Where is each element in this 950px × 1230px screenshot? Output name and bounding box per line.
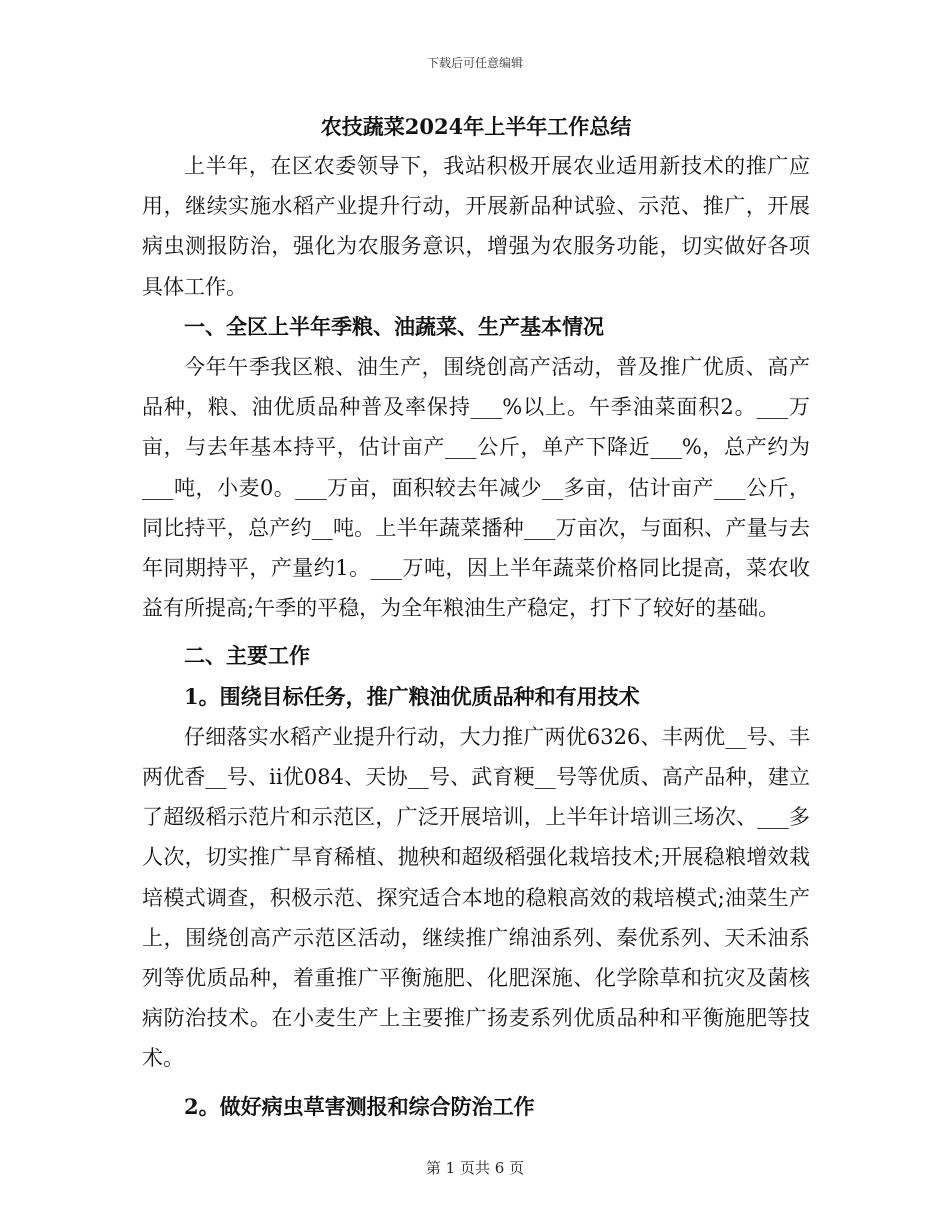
section1-paragraph: 今年午季我区粮、油生产，围绕创高产活动，普及推广优质、高产品种，粮、油优质品种普及率保持___%以上。午季油菜面积2。___万亩，与去年基本持平，估计亩产___公斤，单产下降近___%，总产约为___吨，小麦0。___万亩，面积较去年减少__多亩，估计亩产___公斤，同比持平，总产约__吨。上半年蔬菜播种___万亩次，与面积、产量与去年同期持平，产量约1。___万吨，因上半年蔬菜价格同比提高，菜农收益有所提高;午季的平稳，为全年粮油生产稳定，打下了较好的基础。 <box>142 355 811 621</box>
subsection1-paragraph: 仔细落实水稻产业提升行动，大力推广两优6326、丰两优__号、丰两优香__号、ii优084、天协__号、武育粳__号等优质、高产品种，建立了超级稻示范片和示范区，广泛开展培训，上半年计培训三场次、___多人次，切实推广旱育稀植、抛秧和超级稻强化栽培技术;开展稳粮增效栽培模式调查，积极示范、探究适合本地的稳粮高效的栽培模式;油菜生产上，围绕创高产示范区活动，继续推广绵油系列、秦优系列、天禾油系列等优质品种，着重推广平衡施肥、化肥深施、化学除草和抗灾及菌核病防治技术。在小麦生产上主要推广扬麦系列优质品种和平衡施肥等技术。 <box>142 724 810 1071</box>
header-note: 下载后可任意编辑 <box>426 56 523 70</box>
page-number: 第 1 页共 6 页 <box>425 1159 525 1177</box>
subsection1-heading: 1。围绕目标任务，推广粮油优质品种和有用技术 <box>184 683 640 709</box>
document-body <box>142 108 810 1127</box>
section1-heading: 一、全区上半年季粮、油蔬菜、生产基本情况 <box>184 313 604 339</box>
subsection2-heading: 2。做好病虫草害测报和综合防治工作 <box>184 1093 535 1119</box>
section2-heading: 二、主要工作 <box>184 643 310 669</box>
intro-paragraph: 上半年，在区农委领导下，我站积极开展农业适用新技术的推广应用，继续实施水稻产业提升行动，开展新品种试验、示范、推广，开展病虫测报防治，强化为农服务意识，增强为农服务功能，切实做好各项具体工作。 <box>142 154 810 299</box>
document-title: 农技蔬菜2024年上半年工作总结 <box>320 114 632 139</box>
